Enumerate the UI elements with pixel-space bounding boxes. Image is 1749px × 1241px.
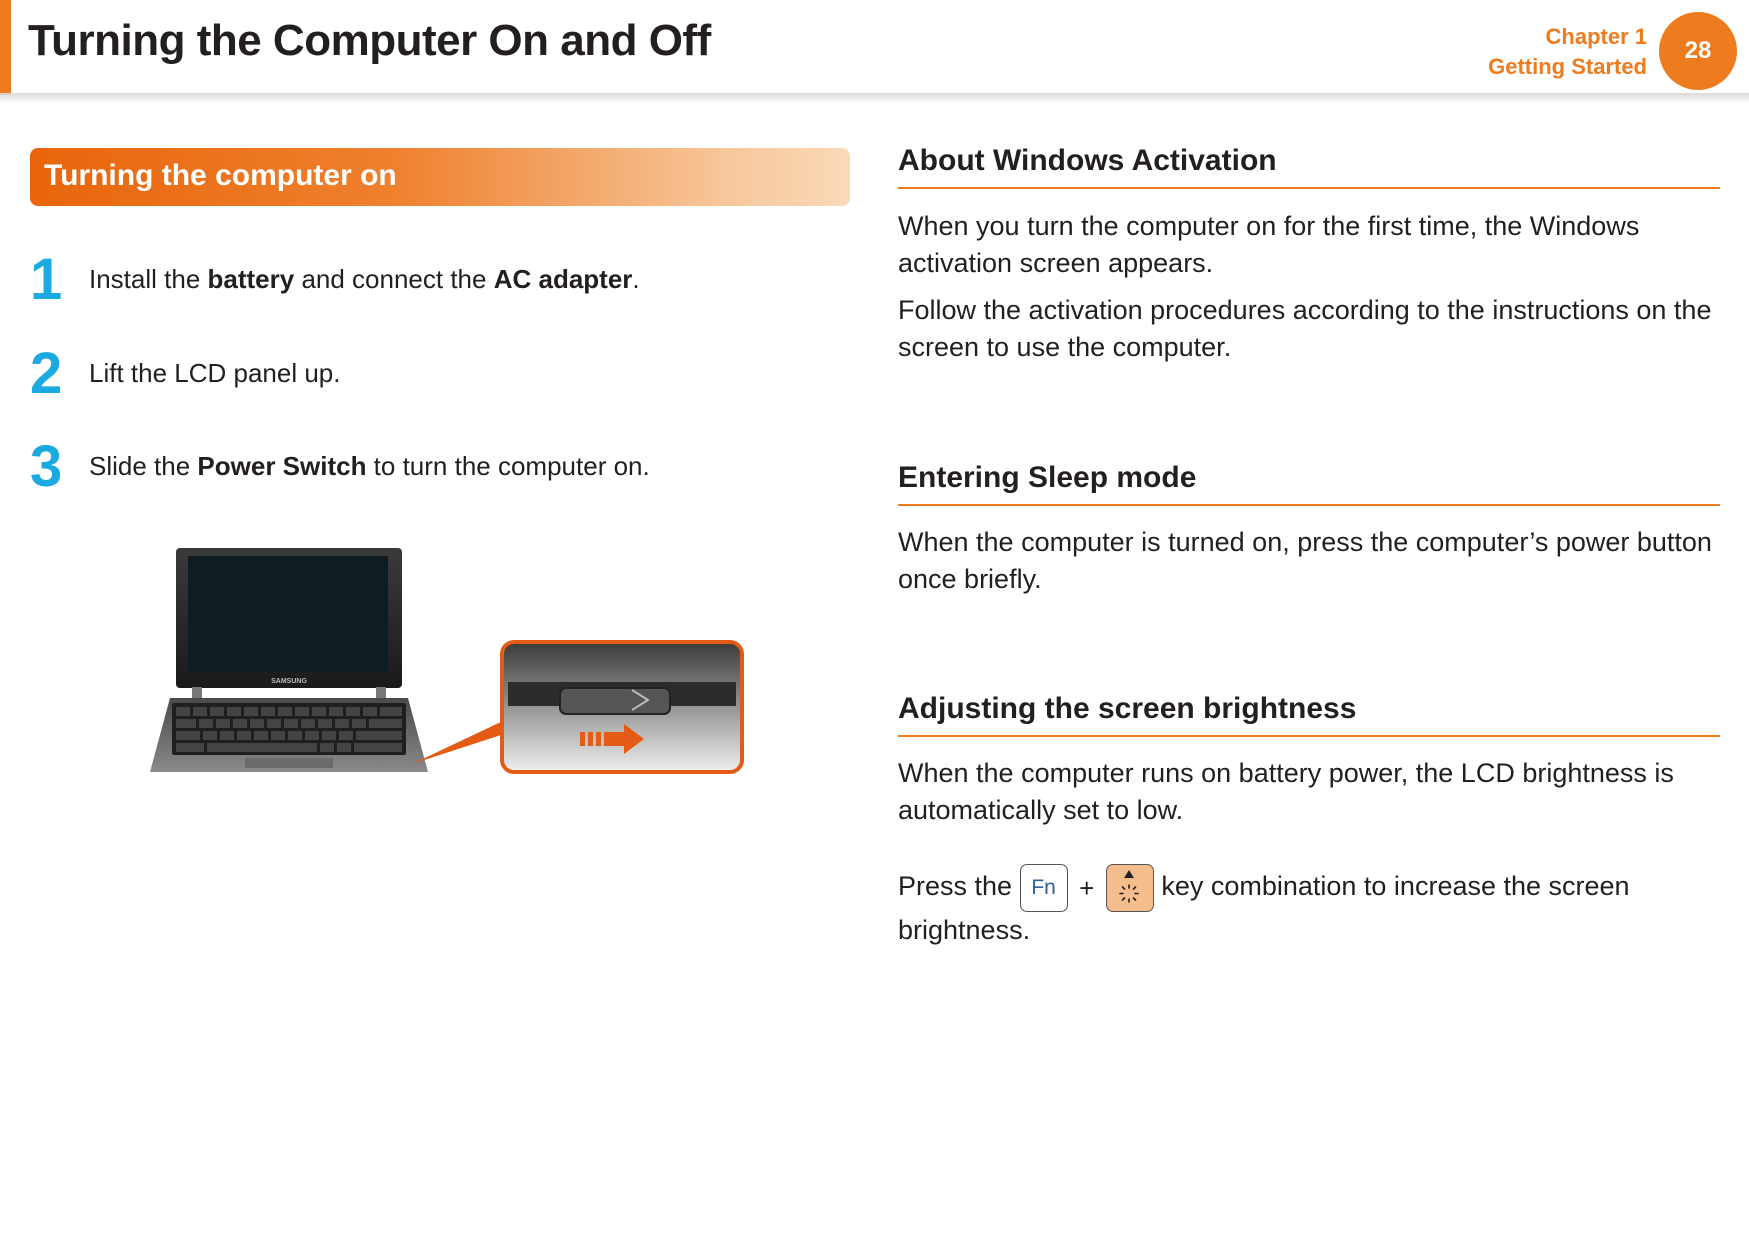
step-number: 3: [30, 434, 63, 499]
step-text-part: .: [632, 264, 640, 294]
laptop-logo: SAMSUNG: [271, 678, 307, 685]
laptop-screen: [188, 556, 388, 672]
brightness-up-key-icon: [1106, 864, 1154, 912]
header-divider: [0, 93, 1749, 103]
heading-screen-brightness: Adjusting the screen brightness: [898, 692, 1357, 725]
power-switch: [560, 688, 670, 714]
laptop-power-switch-illustration: [150, 540, 750, 790]
step-2: [30, 341, 830, 406]
activation-paragraph-1: When you turn the computer on for the first time, the Windows activation screen appears.: [898, 211, 1640, 278]
section-title: Turning the computer on: [44, 159, 397, 192]
step-bold-term: battery: [207, 264, 295, 294]
step-text: [89, 262, 640, 296]
step-number: 2: [30, 341, 63, 406]
step-3: [30, 434, 830, 499]
activation-paragraph-2: Follow the activation procedures according to the instructions on the screen to use the computer.: [898, 295, 1712, 362]
brightness-up-glyph: [1107, 865, 1151, 909]
heading-windows-activation: About Windows Activation: [898, 144, 1277, 177]
press-text: Press the: [898, 871, 1013, 901]
step-text-part: and connect the: [294, 264, 494, 294]
step-bold-term: Power Switch: [197, 451, 367, 481]
heading-underline: [898, 735, 1720, 737]
heading-underline: [898, 504, 1720, 506]
sleep-paragraph: When the computer is turned on, press the computer’s power button once briefly.: [898, 527, 1712, 594]
step-number: 1: [30, 247, 63, 312]
fn-key-icon: Fn: [1020, 864, 1068, 912]
page-number-badge: 28: [1659, 12, 1737, 90]
step-1: [30, 247, 830, 312]
heading-sleep-mode: Entering Sleep mode: [898, 461, 1197, 494]
press-text-continued: key combination to increase the screen: [1161, 871, 1630, 901]
laptop-illustration-svg: [150, 540, 750, 790]
section-heading-bar: [30, 148, 850, 206]
step-text-part: Install the: [89, 264, 208, 294]
chapter-number: Chapter 1: [1545, 24, 1647, 49]
step-text: Lift the LCD panel up.: [89, 358, 341, 388]
heading-underline: [898, 187, 1720, 189]
plus-sign: +: [1079, 872, 1095, 903]
brightness-key-instruction-end: brightness.: [898, 915, 1031, 945]
step-bold-term: AC adapter: [493, 264, 633, 294]
step-text-part: Slide the: [89, 451, 198, 481]
brightness-key-instruction: [898, 862, 1720, 912]
laptop-keyboard: [172, 703, 406, 755]
laptop-touchpad: [245, 758, 333, 768]
callout-pointer: [412, 720, 510, 764]
chapter-name: Getting Started: [1488, 54, 1647, 79]
brightness-paragraph: When the computer runs on battery power, the LCD brightness is automatically set to low.: [898, 758, 1674, 825]
header-accent-bar: [0, 0, 11, 95]
chapter-label: [1488, 22, 1647, 82]
step-text-part: to turn the computer on.: [366, 451, 650, 481]
step-text: [89, 449, 650, 483]
page-title: Turning the Computer On and Off: [28, 16, 711, 65]
